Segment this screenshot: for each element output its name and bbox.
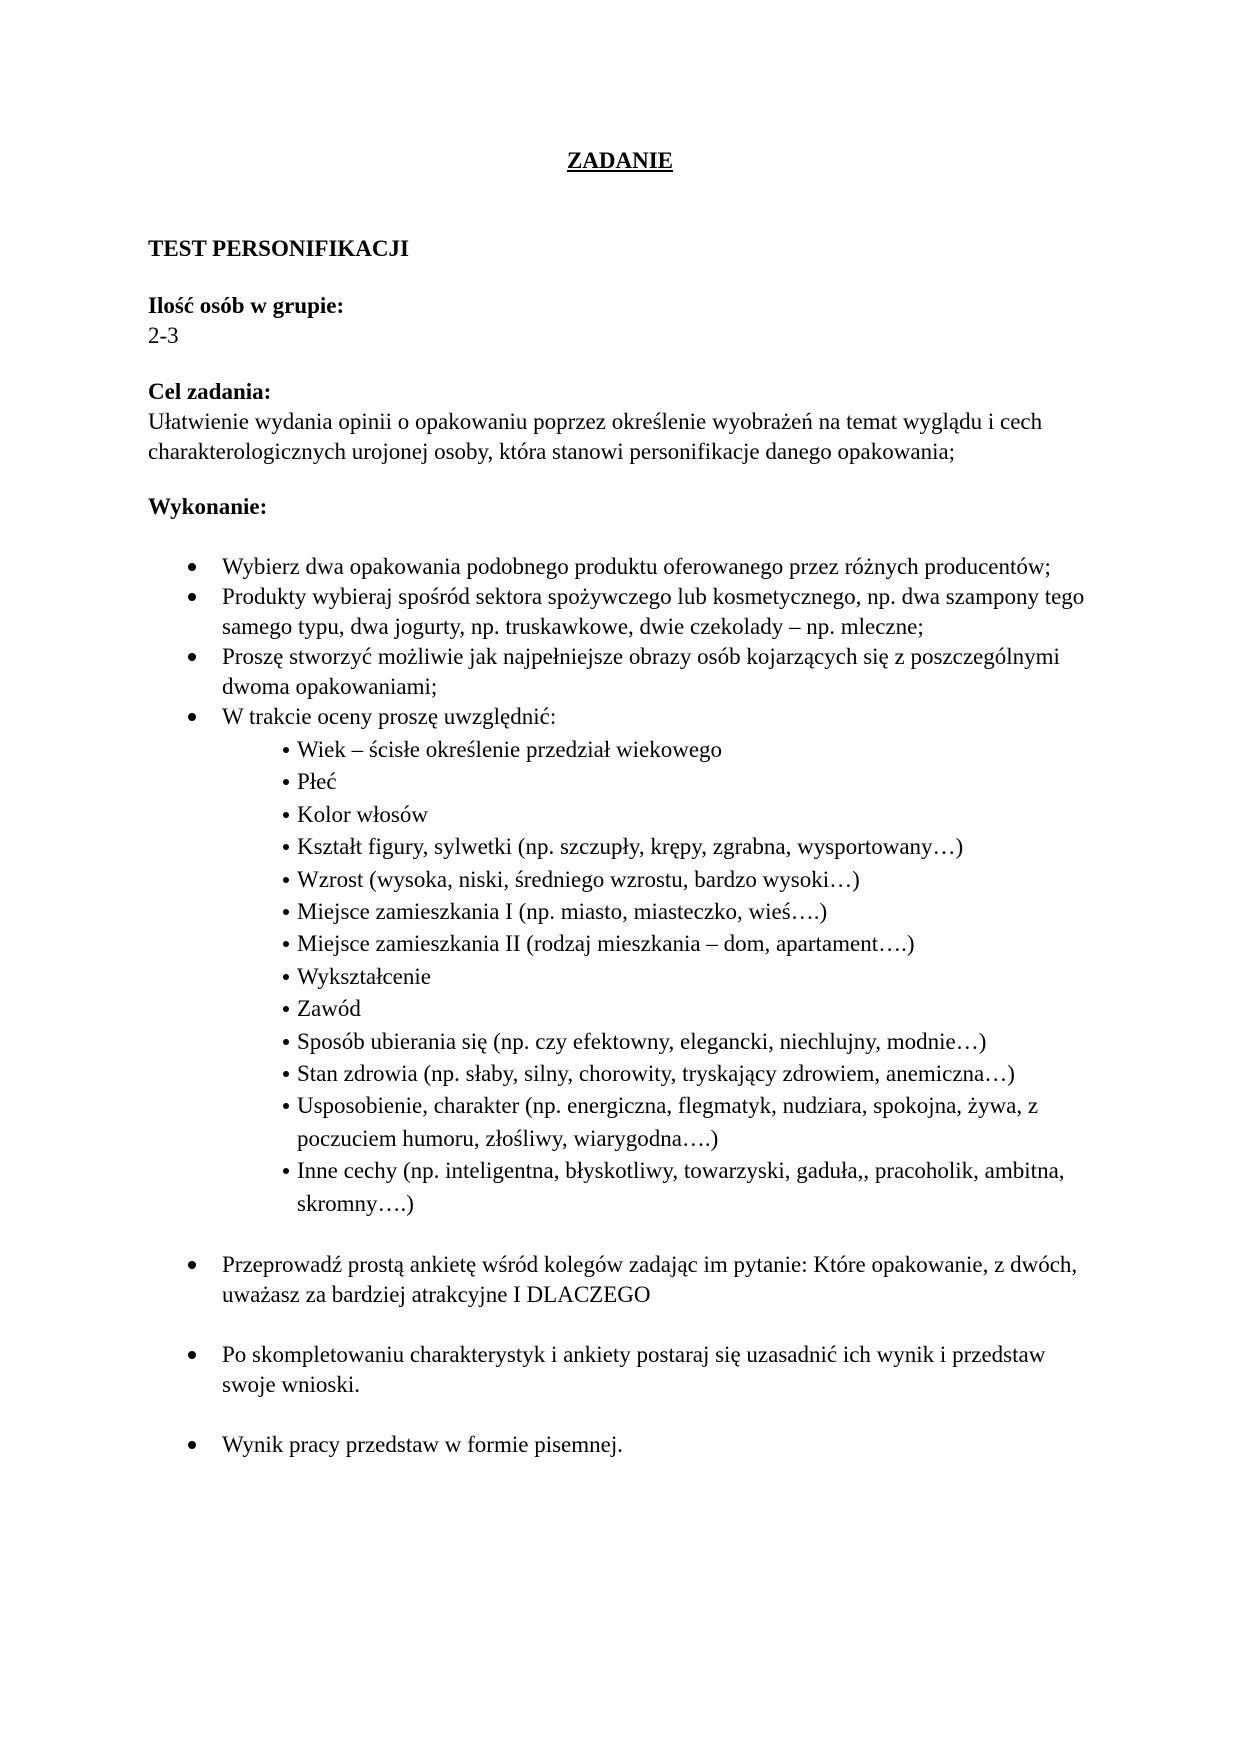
bullet-icon [283, 812, 289, 818]
bullet-icon [283, 1039, 289, 1045]
execution-label: Wykonanie: [148, 494, 268, 519]
group-size-value: 2-3 [148, 323, 179, 348]
criteria-text: Sposób ubierania się (np. czy efektowny, elegancki, niechlujny, modnie…) [297, 1028, 987, 1054]
list-item-text: Przeprowadź prostą ankietę wśród kolegów zadając im pytanie: Które opakowanie, z dwóch, uważasz za bardziej atrakcyjne I DLACZEGO [222, 1252, 1078, 1308]
group-size-section [148, 291, 1098, 351]
bullet-icon [283, 747, 289, 753]
list-item [148, 1340, 1098, 1400]
bullet-icon [283, 1006, 289, 1012]
criteria-item [222, 831, 1097, 863]
bullet-icon [283, 1103, 289, 1109]
list-item-text: Po skompletowaniu charakterystyk i ankiety postaraj się uzasadnić ich wynik i przedstaw swoje wnioski. [222, 1342, 1046, 1398]
group-size-label: Ilość osób w grupie: [148, 293, 345, 318]
criteria-text: Miejsce zamieszkania II (rodzaj mieszkania – dom, apartament….) [297, 931, 915, 957]
criteria-text: Wzrost (wysoka, niski, średniego wzrostu, bardzo wysoki…) [297, 866, 860, 892]
execution-section [148, 492, 1098, 522]
list-item-text: Wynik pracy przedstaw w formie pisemnej. [222, 1432, 623, 1458]
bullet-icon [188, 1261, 196, 1269]
list-item [148, 1250, 1098, 1310]
bullet-icon [283, 779, 289, 785]
list-item-text: W trakcie oceny proszę uwzględnić: [222, 704, 557, 729]
criteria-item [222, 1058, 1097, 1090]
criteria-item [222, 1155, 1097, 1220]
criteria-item [222, 1026, 1097, 1058]
criteria-text: Kolor włosów [297, 801, 428, 827]
bullet-icon [283, 1168, 289, 1174]
criteria-item [222, 734, 1097, 766]
document-subtitle: TEST PERSONIFIKACJI [148, 236, 409, 261]
criteria-item [222, 766, 1097, 798]
bullet-icon [188, 653, 196, 661]
criteria-text: Usposobienie, charakter (np. energiczna, flegmatyk, nudziara, spokojna, żywa, z poczuciem humoru, złośliwy, wiarygodna….) [297, 1093, 1039, 1151]
bullet-icon [188, 713, 196, 721]
criteria-text: Stan zdrowia (np. słaby, silny, chorowity, tryskający zdrowiem, anemiczna…) [297, 1061, 1015, 1087]
criteria-text: Płeć [297, 769, 337, 795]
criteria-text: Kształt figury, sylwetki (np. szczupły, krępy, zgrabna, wysportowany…) [297, 834, 964, 860]
list-item-text: Produkty wybieraj spośród sektora spożywczego lub kosmetycznego, np. dwa szampony tego samego typu, dwa jogurty, np. truskawkowe, dwie czekolady – np. mleczne; [222, 584, 1085, 639]
spacer [148, 1310, 1098, 1340]
bullet-icon [283, 909, 289, 915]
spacer [148, 1220, 1098, 1250]
list-item-text: Proszę stworzyć możliwie jak najpełniejsze obrazy osób kojarzących się z poszczególnymi dwoma opakowaniami; [222, 644, 1060, 699]
goal-section [148, 377, 1098, 467]
bullet-icon [283, 974, 289, 980]
list-item [148, 642, 1098, 702]
goal-text: Ułatwienie wydania opinii o opakowaniu poprzez określenie wyobrażeń na temat wyglądu i cech charakterologicznych urojonej osoby, która stanowi personifikacje danego opakowania; [148, 409, 1043, 464]
bullet-icon [283, 941, 289, 947]
list-item [148, 582, 1098, 642]
goal-label: Cel zadania: [148, 379, 272, 404]
execution-list [148, 552, 1098, 1460]
bullet-icon [188, 1441, 196, 1449]
criteria-text: Miejsce zamieszkania I (np. miasto, miasteczko, wieś….) [297, 899, 828, 925]
bullet-icon [283, 844, 289, 850]
bullet-icon [283, 877, 289, 883]
criteria-item [222, 896, 1097, 928]
criteria-item [222, 1090, 1097, 1155]
list-item [148, 1430, 1098, 1460]
criteria-text: Wykształcenie [297, 963, 431, 989]
bullet-icon [283, 1071, 289, 1077]
document-title: ZADANIE [566, 148, 674, 173]
criteria-text: Wiek – ścisłe określenie przedział wiekowego [297, 737, 723, 762]
criteria-text: Inne cechy (np. inteligentna, błyskotliwy, towarzyski, gaduła,, pracoholik, ambitna, skromny….) [297, 1158, 1065, 1216]
criteria-item [222, 928, 1097, 960]
bullet-icon [188, 1351, 196, 1359]
criteria-item [222, 864, 1097, 896]
criteria-list [222, 734, 1098, 1220]
spacer [148, 1400, 1098, 1430]
criteria-item [222, 961, 1097, 993]
list-item-text: Wybierz dwa opakowania podobnego produktu oferowanego przez różnych producentów; [222, 554, 1051, 579]
bullet-icon [188, 593, 196, 601]
criteria-text: Zawód [297, 996, 361, 1022]
bullet-icon [188, 563, 196, 571]
criteria-item [222, 799, 1097, 831]
list-item [148, 702, 1098, 1220]
criteria-item [222, 993, 1097, 1025]
list-item [148, 552, 1098, 582]
